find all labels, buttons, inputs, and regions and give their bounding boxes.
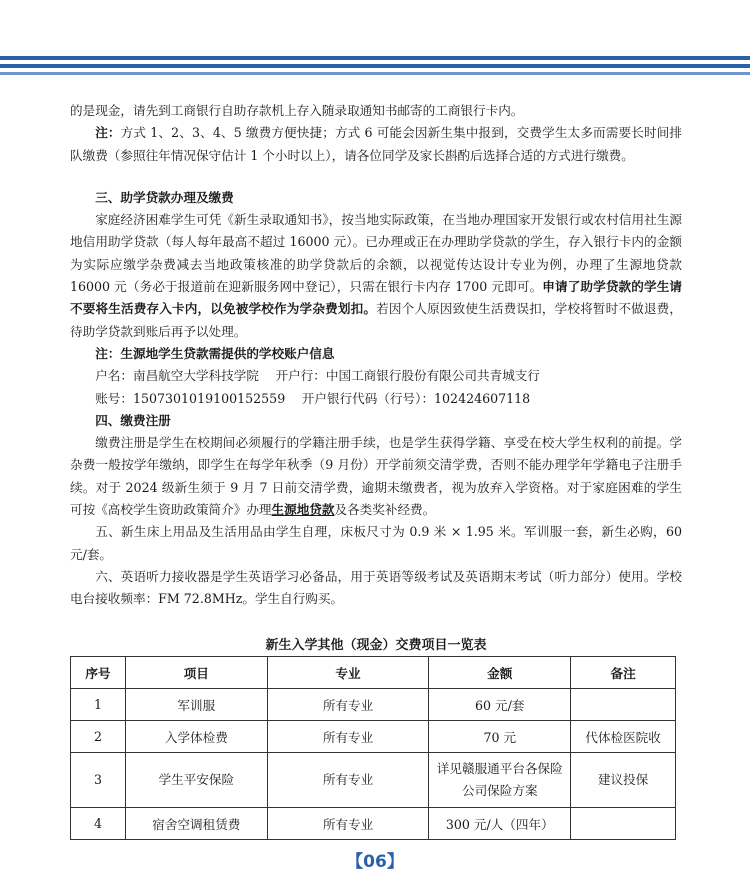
table-cell xyxy=(571,689,676,721)
paragraph-payment-cash: 的是现金，请先到工商银行自助存款机上存入随录取通知书邮寄的工商银行卡内。 xyxy=(70,103,524,118)
section3-bold-warning: 申请了助学贷款的学生请不要将生活费存入卡内，以免被学校作为学杂费划扣。 xyxy=(70,279,683,317)
table-cell: 60 元/套 xyxy=(429,689,571,721)
account-info-line: 户名：南昌航空大学科技学院 开户行：中国工商银行股份有限公司共青城支行 xyxy=(95,368,540,384)
table-cell: 70 元 xyxy=(429,721,571,753)
header-cell: 备注 xyxy=(571,657,676,689)
table-header-row xyxy=(71,657,676,689)
table-cell: 2 xyxy=(71,721,126,753)
table-cell: 1 xyxy=(71,689,126,721)
table-cell: 入学体检费 xyxy=(125,721,267,753)
header-stripe xyxy=(0,64,750,68)
table-row xyxy=(71,808,676,840)
header-cell: 项目 xyxy=(125,657,267,689)
table-row xyxy=(71,689,676,721)
header-cell: 专业 xyxy=(267,657,429,689)
table-cell: 所有专业 xyxy=(267,689,429,721)
note-text: 方式 1、2、3、4、5 缴费方便快捷；方式 6 可能会因新生集中报到，交费学生太多而需要长时间排队缴费（参照往年情况保守估计 1 个小时以上），请各位同学及家长斟酌后选择合适的方式进行缴费。 xyxy=(70,125,682,163)
page-number: 【06】 xyxy=(346,852,404,872)
table-cell: 宿舍空调租赁费 xyxy=(125,808,267,840)
header-cell: 序号 xyxy=(71,657,126,689)
table-row xyxy=(71,753,676,808)
section5-paragraph: 五、新生床上用品及生活用品由学生自理，床板尺寸为 0.9 米 × 1.95 米。军训服一套，新生必购，60 元/套。 xyxy=(70,524,682,562)
section3-paragraph xyxy=(70,209,682,343)
header-cell: 金额 xyxy=(429,657,571,689)
table-title: 新生入学其他（现金）交费项目一览表 xyxy=(265,638,487,653)
table-row xyxy=(71,721,676,753)
section4-heading: 四、缴费注册 xyxy=(95,412,171,428)
section4-text-tail: 及各类奖补经费。 xyxy=(334,502,436,518)
section6-paragraph: 六、英语听力接收器是学生英语学习必备品，用于英语等级考试及英语期末考试（听力部分）使用。学校电台接收频率：FM 72.8MHz。学生自行购买。 xyxy=(70,568,682,607)
note-label: 注： xyxy=(95,125,121,141)
document-body xyxy=(70,100,682,611)
table-cell: 学生平安保险 xyxy=(125,753,267,808)
table-cell: 所有专业 xyxy=(267,808,429,840)
table-cell: 4 xyxy=(71,808,126,840)
fees-table xyxy=(70,656,676,840)
table-cell: 3 xyxy=(71,753,126,808)
table-cell xyxy=(571,808,676,840)
section4-paragraph xyxy=(70,432,682,521)
note-payment-methods xyxy=(70,122,682,167)
table-cell: 建议投保 xyxy=(571,753,676,808)
section3-text-tail: 若因个人原因致使生活费误扣，学校将暂时不做退费，待助学贷款到账后再予以处理。 xyxy=(70,301,683,339)
account-number-line: 账号：1507301019100152559 开户银行代码（行号）：102424607118 xyxy=(95,390,531,406)
table-cell: 300 元/人（四年） xyxy=(429,808,571,840)
section3-text: 家庭经济困难学生可凭《新生录取通知书》，按当地实际政策，在当地办理国家开发银行或农村信用社生源地信用助学贷款（每人每年最高不超过 16000 元）。已办理或正在办理助学贷款的学生，存入银行卡内的金额为实际应缴学杂费减去当地政策核准的助学贷款后的余额，以视觉传达设计专业为例，办理了生源地贷款 16000 元（务必于报道前在迎新服务网中登记），只需在银行卡内存 1700 元即可。 xyxy=(70,212,682,295)
header-stripe xyxy=(0,56,750,60)
table-cell: 代体检医院收 xyxy=(571,721,676,753)
section3-heading: 三、助学贷款办理及缴费 xyxy=(95,189,234,205)
header-stripes xyxy=(0,56,750,79)
section4-text: 缴费注册是学生在校期间必须履行的学籍注册手续，也是学生获得学籍、享受在校大学生权利的前提。学杂费一般按学年缴纳，即学生在每学年秋季（9 月份）开学前须交清学费，否则不能办理学年学籍电子注册手续。对于 2024 级新生须于 9 月 7 日前交清学费，逾期未缴费者，视为放弃入学资格。对于家庭困难的学生可按《高校学生资助政策简介》办理 xyxy=(70,435,682,518)
loan-link-text: 生源地贷款 xyxy=(271,502,335,518)
table-cell: 军训服 xyxy=(125,689,267,721)
account-note-heading: 注：生源地学生贷款需提供的学校账户信息 xyxy=(95,345,335,361)
table-cell: 详见赣服通平台各保险公司保险方案 xyxy=(429,753,571,808)
header-stripe xyxy=(0,72,750,75)
table-cell: 所有专业 xyxy=(267,753,429,808)
table-cell: 所有专业 xyxy=(267,721,429,753)
